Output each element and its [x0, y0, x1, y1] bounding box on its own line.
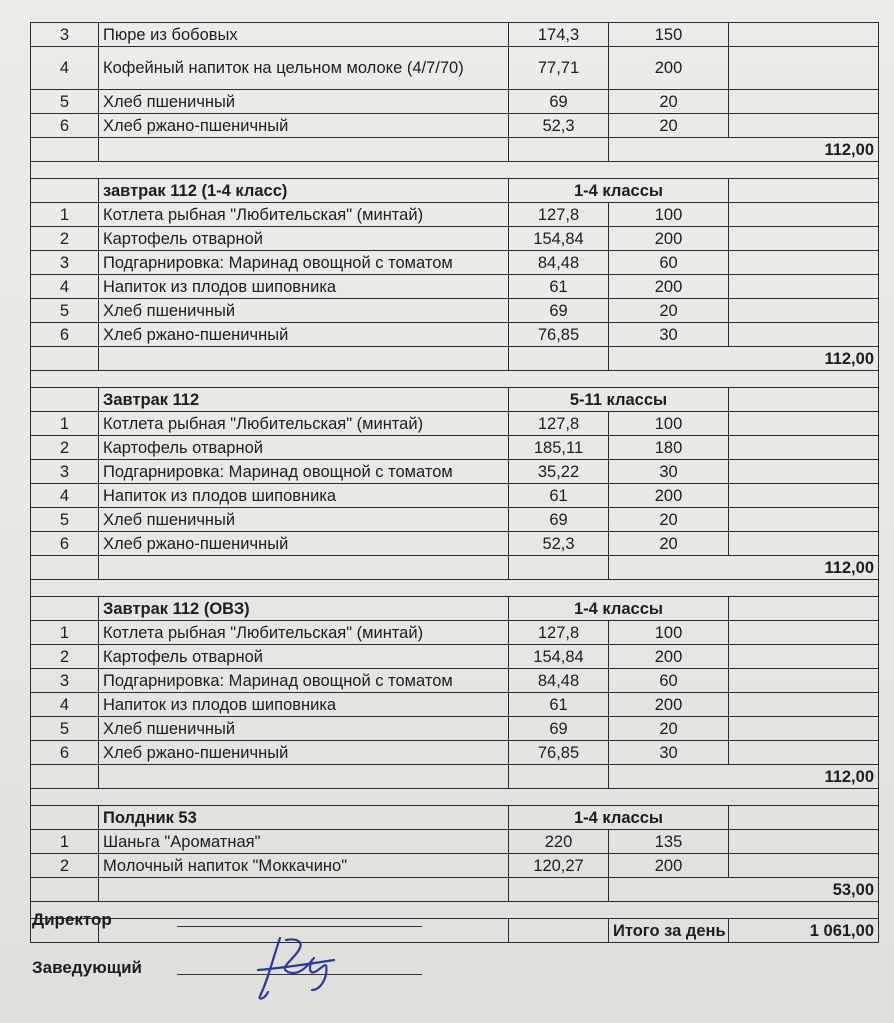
empty-cell	[729, 251, 879, 275]
item-price: 52,3	[509, 114, 609, 138]
table-row	[31, 299, 879, 323]
empty-cell	[31, 806, 99, 830]
empty-cell	[509, 765, 609, 789]
item-weight: 200	[609, 693, 729, 717]
total-row	[31, 556, 879, 580]
item-price: 84,48	[509, 669, 609, 693]
item-name: Хлеб пшеничный	[99, 508, 509, 532]
empty-cell	[729, 645, 879, 669]
item-price: 69	[509, 508, 609, 532]
empty-cell	[729, 741, 879, 765]
empty-cell	[729, 114, 879, 138]
table-row	[31, 693, 879, 717]
table-row	[31, 854, 879, 878]
table-row	[31, 508, 879, 532]
head-label: Заведующий	[32, 958, 143, 977]
table-row	[31, 621, 879, 645]
empty-cell	[31, 388, 99, 412]
empty-cell	[31, 878, 99, 902]
item-price: 127,8	[509, 621, 609, 645]
item-weight: 20	[609, 532, 729, 556]
item-price: 120,27	[509, 854, 609, 878]
item-name: Картофель отварной	[99, 436, 509, 460]
table-row	[31, 532, 879, 556]
item-number: 1	[31, 830, 99, 854]
empty-cell	[509, 556, 609, 580]
section-title: Завтрак 112	[99, 388, 509, 412]
item-weight: 30	[609, 323, 729, 347]
item-price: 52,3	[509, 532, 609, 556]
item-number: 5	[31, 90, 99, 114]
empty-cell	[729, 299, 879, 323]
empty-cell	[729, 227, 879, 251]
section-title: завтрак 112 (1-4 класс)	[99, 179, 509, 203]
item-weight: 20	[609, 114, 729, 138]
spacer-row	[31, 162, 879, 179]
section-header-row	[31, 597, 879, 621]
item-weight: 200	[609, 275, 729, 299]
empty-cell	[99, 765, 509, 789]
item-price: 76,85	[509, 741, 609, 765]
item-name: Напиток из плодов шиповника	[99, 693, 509, 717]
item-number: 6	[31, 323, 99, 347]
total-row	[31, 878, 879, 902]
empty-cell	[729, 388, 879, 412]
empty-cell	[31, 138, 99, 162]
item-number: 4	[31, 275, 99, 299]
total-row	[31, 765, 879, 789]
item-price: 69	[509, 90, 609, 114]
item-price: 84,48	[509, 251, 609, 275]
item-number: 2	[31, 436, 99, 460]
item-weight: 100	[609, 203, 729, 227]
section-total: 112,00	[609, 556, 879, 580]
item-weight: 200	[609, 854, 729, 878]
item-name: Хлеб ржано-пшеничный	[99, 532, 509, 556]
empty-cell	[729, 532, 879, 556]
item-weight: 60	[609, 669, 729, 693]
empty-cell	[31, 179, 99, 203]
item-weight: 200	[609, 47, 729, 90]
item-name: Котлета рыбная "Любительская" (минтай)	[99, 412, 509, 436]
item-name: Хлеб пшеничный	[99, 717, 509, 741]
section-title: Завтрак 112 (ОВЗ)	[99, 597, 509, 621]
item-name: Молочный напиток "Моккачино"	[99, 854, 509, 878]
item-number: 6	[31, 741, 99, 765]
item-number: 6	[31, 114, 99, 138]
section-grade: 1-4 классы	[509, 806, 729, 830]
empty-cell	[31, 789, 879, 806]
item-name: Картофель отварной	[99, 227, 509, 251]
item-name: Котлета рыбная "Любительская" (минтай)	[99, 203, 509, 227]
table-row	[31, 275, 879, 299]
item-weight: 200	[609, 645, 729, 669]
item-price: 174,3	[509, 23, 609, 47]
empty-cell	[729, 323, 879, 347]
item-price: 185,11	[509, 436, 609, 460]
item-name: Подгарнировка: Маринад овощной с томатом	[99, 460, 509, 484]
table-row	[31, 645, 879, 669]
empty-cell	[729, 484, 879, 508]
item-price: 154,84	[509, 227, 609, 251]
empty-cell	[729, 669, 879, 693]
table-row	[31, 203, 879, 227]
item-number: 6	[31, 532, 99, 556]
item-number: 5	[31, 299, 99, 323]
item-price: 220	[509, 830, 609, 854]
table-row	[31, 251, 879, 275]
item-price: 61	[509, 693, 609, 717]
section-grade: 1-4 классы	[509, 597, 729, 621]
item-name: Шаньга "Ароматная"	[99, 830, 509, 854]
item-name: Хлеб пшеничный	[99, 90, 509, 114]
empty-cell	[99, 138, 509, 162]
item-weight: 20	[609, 508, 729, 532]
empty-cell	[729, 830, 879, 854]
item-weight: 135	[609, 830, 729, 854]
empty-cell	[31, 162, 879, 179]
empty-cell	[509, 878, 609, 902]
table-row	[31, 717, 879, 741]
item-name: Картофель отварной	[99, 645, 509, 669]
empty-cell	[31, 556, 99, 580]
item-number: 1	[31, 621, 99, 645]
item-number: 5	[31, 717, 99, 741]
spacer-row	[31, 580, 879, 597]
empty-cell	[509, 138, 609, 162]
section-grade: 5-11 классы	[509, 388, 729, 412]
item-number: 2	[31, 854, 99, 878]
item-number: 3	[31, 460, 99, 484]
empty-cell	[31, 765, 99, 789]
empty-cell	[729, 436, 879, 460]
table-row	[31, 669, 879, 693]
item-price: 61	[509, 275, 609, 299]
item-name: Котлета рыбная "Любительская" (минтай)	[99, 621, 509, 645]
item-number: 1	[31, 412, 99, 436]
item-weight: 20	[609, 299, 729, 323]
item-number: 5	[31, 508, 99, 532]
empty-cell	[729, 412, 879, 436]
empty-cell	[99, 878, 509, 902]
item-price: 61	[509, 484, 609, 508]
empty-cell	[729, 179, 879, 203]
item-name: Хлеб ржано-пшеничный	[99, 114, 509, 138]
item-weight: 100	[609, 621, 729, 645]
menu-table	[30, 22, 879, 943]
section-grade: 1-4 классы	[509, 179, 729, 203]
item-weight: 30	[609, 460, 729, 484]
item-name: Напиток из плодов шиповника	[99, 275, 509, 299]
item-name: Хлеб ржано-пшеничный	[99, 323, 509, 347]
item-number: 3	[31, 669, 99, 693]
empty-cell	[31, 580, 879, 597]
empty-cell	[729, 621, 879, 645]
empty-cell	[99, 556, 509, 580]
table-row	[31, 90, 879, 114]
table-row	[31, 323, 879, 347]
table-row	[31, 412, 879, 436]
item-price: 154,84	[509, 645, 609, 669]
section-title: Полдник 53	[99, 806, 509, 830]
table-row	[31, 47, 879, 90]
day-total-value: 1 061,00	[729, 919, 879, 943]
empty-cell	[31, 597, 99, 621]
table-row	[31, 114, 879, 138]
empty-cell	[729, 23, 879, 47]
empty-cell	[729, 275, 879, 299]
item-number: 4	[31, 47, 99, 90]
item-number: 1	[31, 203, 99, 227]
total-row	[31, 138, 879, 162]
empty-cell	[509, 347, 609, 371]
item-weight: 180	[609, 436, 729, 460]
item-weight: 200	[609, 227, 729, 251]
menu-table-body	[31, 23, 879, 943]
empty-cell	[729, 90, 879, 114]
item-weight: 200	[609, 484, 729, 508]
item-number: 3	[31, 251, 99, 275]
item-number: 4	[31, 484, 99, 508]
item-weight: 20	[609, 90, 729, 114]
item-number: 2	[31, 645, 99, 669]
item-name: Пюре из бобовых	[99, 23, 509, 47]
item-weight: 30	[609, 741, 729, 765]
item-price: 69	[509, 299, 609, 323]
section-total: 53,00	[609, 878, 879, 902]
section-total: 112,00	[609, 765, 879, 789]
spacer-row	[31, 371, 879, 388]
empty-cell	[729, 693, 879, 717]
item-name: Кофейный напиток на цельном молоке (4/7/70)	[99, 47, 509, 90]
item-weight: 100	[609, 412, 729, 436]
table-row	[31, 460, 879, 484]
item-name: Подгарнировка: Маринад овощной с томатом	[99, 669, 509, 693]
empty-cell	[31, 347, 99, 371]
item-number: 4	[31, 693, 99, 717]
table-row	[31, 484, 879, 508]
spacer-row	[31, 789, 879, 806]
empty-cell	[509, 919, 609, 943]
total-row	[31, 347, 879, 371]
item-name: Напиток из плодов шиповника	[99, 484, 509, 508]
item-weight: 60	[609, 251, 729, 275]
empty-cell	[729, 854, 879, 878]
empty-cell	[729, 460, 879, 484]
empty-cell	[729, 717, 879, 741]
item-number: 2	[31, 227, 99, 251]
empty-cell	[729, 203, 879, 227]
table-row	[31, 830, 879, 854]
item-name: Хлеб ржано-пшеничный	[99, 741, 509, 765]
item-name: Хлеб пшеничный	[99, 299, 509, 323]
director-label: Директор	[32, 910, 112, 929]
empty-cell	[729, 47, 879, 90]
empty-cell	[31, 371, 879, 388]
table-row	[31, 23, 879, 47]
item-price: 35,22	[509, 460, 609, 484]
section-header-row	[31, 388, 879, 412]
empty-cell	[729, 597, 879, 621]
item-price: 69	[509, 717, 609, 741]
empty-cell	[729, 806, 879, 830]
section-header-row	[31, 806, 879, 830]
item-weight: 150	[609, 23, 729, 47]
item-weight: 20	[609, 717, 729, 741]
section-total: 112,00	[609, 347, 879, 371]
item-name: Подгарнировка: Маринад овощной с томатом	[99, 251, 509, 275]
item-price: 76,85	[509, 323, 609, 347]
item-price: 77,71	[509, 47, 609, 90]
item-price: 127,8	[509, 203, 609, 227]
handwritten-signature	[228, 918, 348, 1008]
day-total-label: Итого за день	[609, 919, 729, 943]
table-row	[31, 741, 879, 765]
item-number: 3	[31, 23, 99, 47]
section-header-row	[31, 179, 879, 203]
item-price: 127,8	[509, 412, 609, 436]
empty-cell	[729, 508, 879, 532]
table-row	[31, 227, 879, 251]
table-row	[31, 436, 879, 460]
empty-cell	[99, 347, 509, 371]
section-total: 112,00	[609, 138, 879, 162]
